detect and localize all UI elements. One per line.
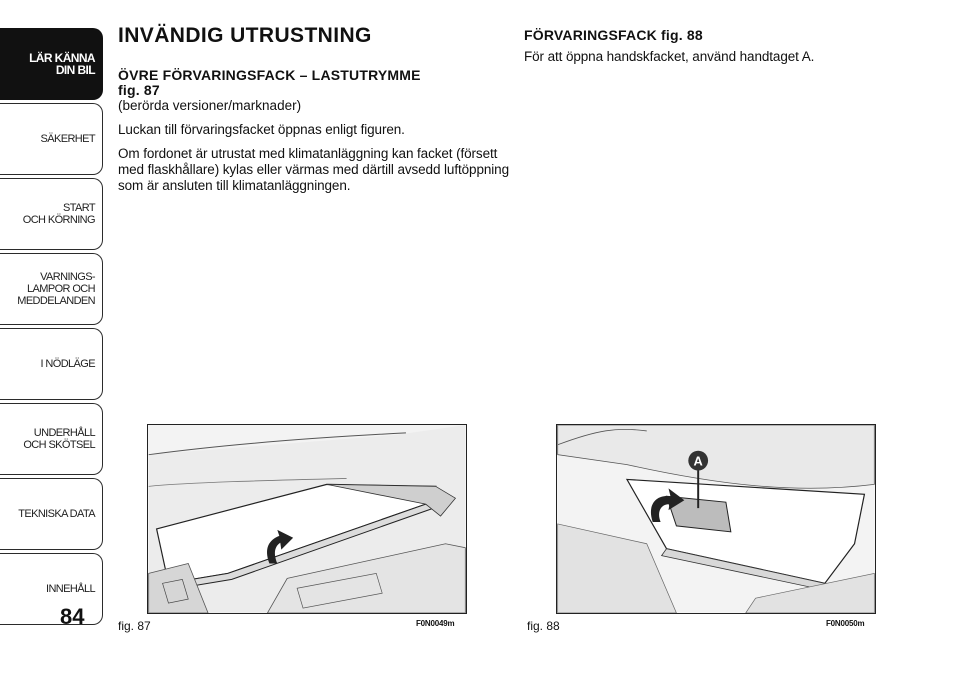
page-number: 84 <box>60 604 85 629</box>
paragraph: Luckan till förvaringsfacket öppnas enligt figuren. <box>118 122 405 137</box>
tab-label: INNEHÅLL <box>46 583 95 595</box>
figure-87-caption: fig. 87 <box>118 619 151 633</box>
tab-label: LÄR KÄNNA DIN BIL <box>29 51 95 77</box>
left-column <box>118 24 510 202</box>
figure-88-code: F0N0050m <box>826 619 865 628</box>
tab-underhall-och-skotsel[interactable] <box>0 403 103 475</box>
section-heading-figref: fig. 87 <box>118 82 160 98</box>
tab-label: SÄKERHET <box>40 133 95 145</box>
callout-a-label: A <box>693 453 703 469</box>
tab-varningslampor[interactable] <box>0 253 103 325</box>
paragraph: För att öppna handskfacket, använd handtaget A. <box>524 49 815 64</box>
tab-label: UNDERHÅLL OCH SKÖTSEL <box>23 427 95 451</box>
figure-88-illustration <box>556 424 876 614</box>
tab-i-nodlage[interactable] <box>0 328 103 400</box>
tab-label: START OCH KÖRNING <box>22 202 95 226</box>
figure-87-illustration <box>147 424 467 614</box>
figure-88-caption: fig. 88 <box>527 619 560 633</box>
tab-label: I NÖDLÄGE <box>40 358 95 370</box>
glovebox-drawing <box>557 425 875 613</box>
section-heading <box>118 68 510 98</box>
tab-sakerhet[interactable] <box>0 103 103 175</box>
section-subtitle: (berörda versioner/marknader) <box>118 98 302 113</box>
section-heading: FÖRVARINGSFACK fig. 88 <box>524 27 703 43</box>
tab-start-och-korning[interactable] <box>0 178 103 250</box>
upper-storage-lid-drawing <box>148 425 466 613</box>
tab-label: TEKNISKA DATA <box>18 508 95 520</box>
figure-87-code: F0N0049m <box>416 619 455 628</box>
tab-tekniska-data[interactable] <box>0 478 103 550</box>
tab-label: VARNINGS- LAMPOR OCH MEDDELANDEN <box>17 271 95 307</box>
section-heading-text: ÖVRE FÖRVARINGSFACK – LASTUTRYMME <box>118 67 421 83</box>
tab-lar-kanna-din-bil[interactable] <box>0 28 103 100</box>
tab-innehall[interactable] <box>0 553 103 625</box>
right-column <box>524 28 916 73</box>
paragraph: Om fordonet är utrustat med klimatanläggning kan facket (försett med flaskhållare) kylas eller värmas med därtill avsedd luftöppning som är ansluten till klimatanläggningen. <box>118 146 509 193</box>
page-title: INVÄNDIG UTRUSTNING <box>118 24 372 47</box>
